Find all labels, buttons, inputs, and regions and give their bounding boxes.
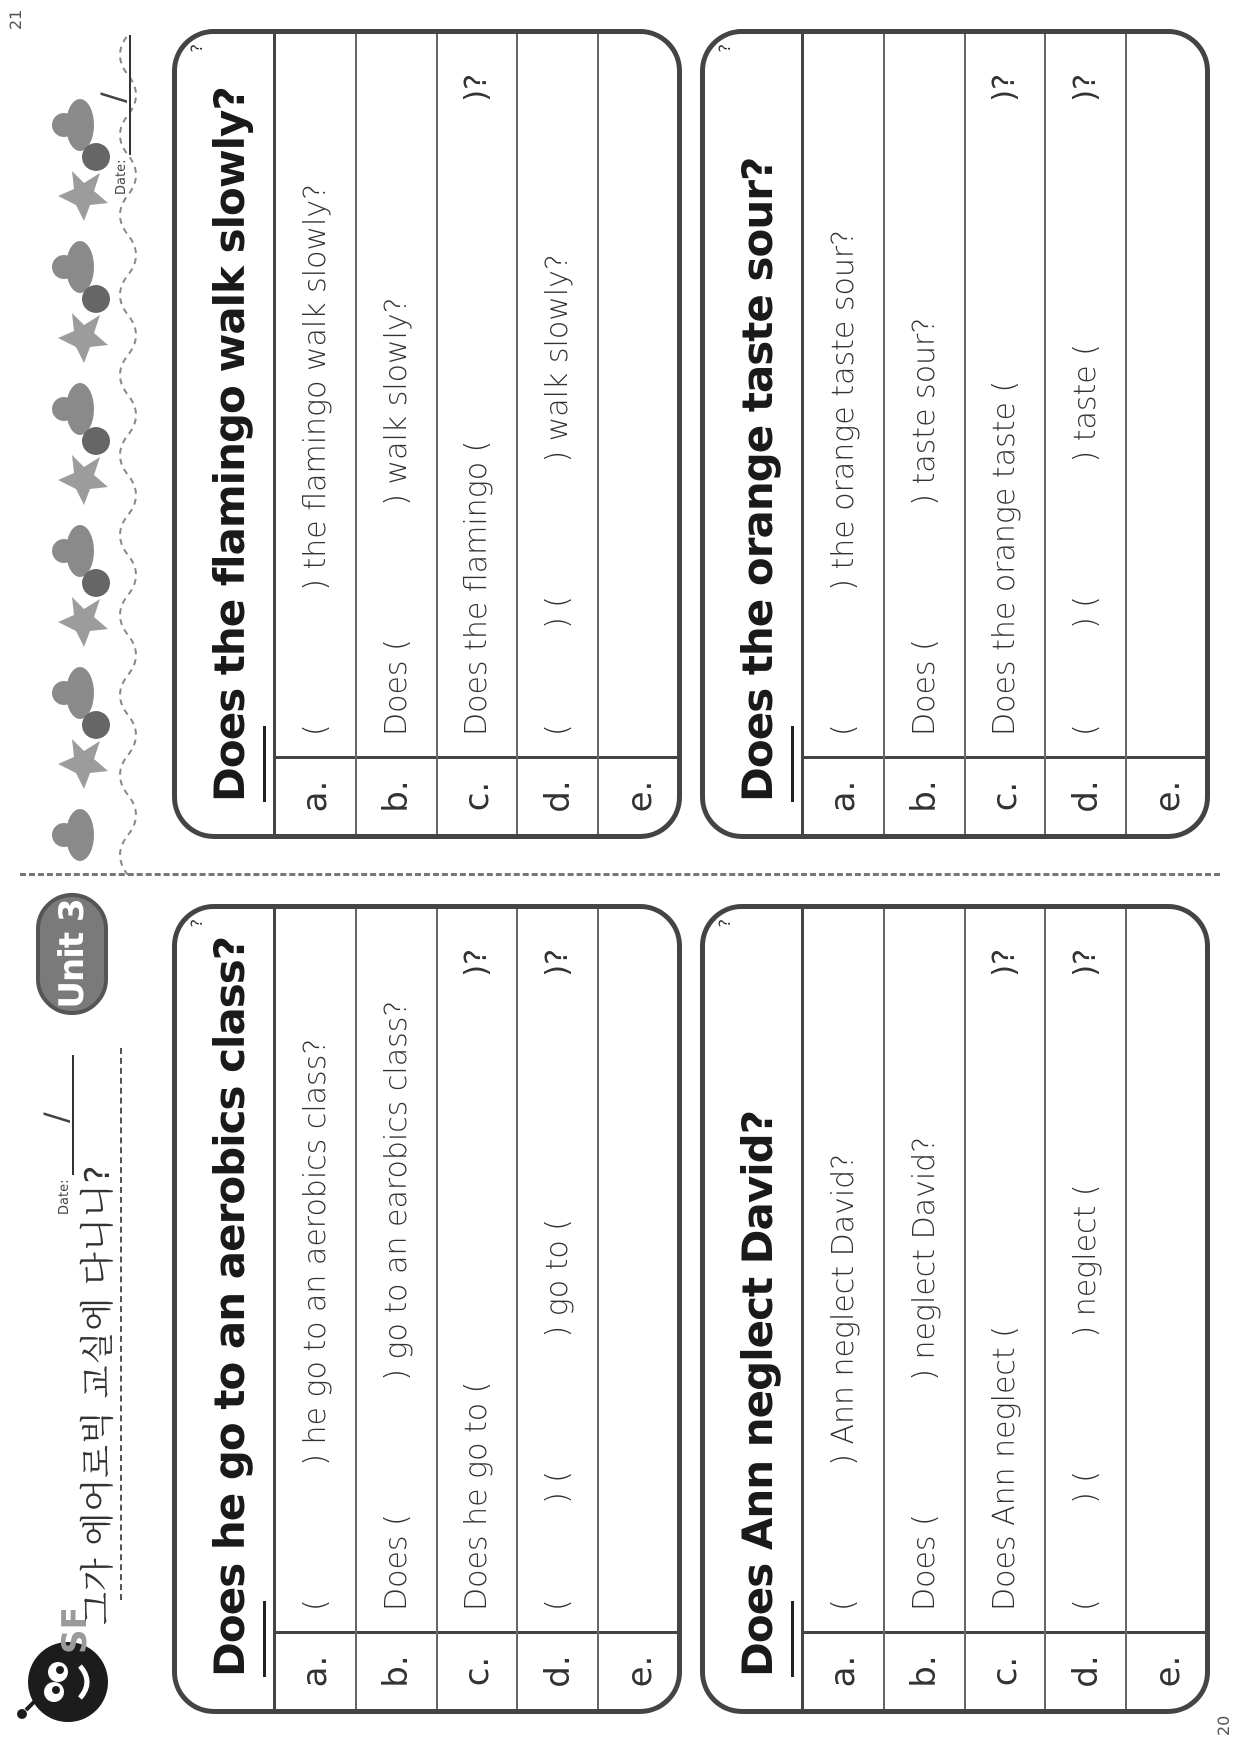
exercise-card <box>700 29 1210 839</box>
date-slash: / <box>37 1112 75 1123</box>
answer-row[interactable] <box>438 909 519 1709</box>
card-title: Does the orange taste sour? <box>733 157 782 802</box>
korean-title: 그가 에어로빅 교실에 다니니? <box>78 1164 118 1625</box>
corner-mark: ? <box>715 44 734 53</box>
answer-row[interactable] <box>1046 909 1127 1709</box>
answer-row[interactable] <box>1127 34 1208 834</box>
row-prompt: Does Ann neglect ( <box>987 1326 1023 1611</box>
answer-rows <box>273 34 680 834</box>
svg-text:SF: SF <box>55 1610 95 1654</box>
row-letter: b. <box>357 756 436 834</box>
row-prompt: Does ( ) taste sour? <box>906 317 942 736</box>
row-letter: b. <box>357 1631 436 1709</box>
card-title: Does Ann neglect David? <box>733 1110 782 1677</box>
answer-row[interactable] <box>885 909 966 1709</box>
exercise-card <box>700 904 1210 1714</box>
row-prompt: Does the orange taste ( <box>987 380 1023 736</box>
answer-row[interactable] <box>804 34 885 834</box>
row-letter: c. <box>438 756 517 834</box>
corner-mark: ? <box>715 919 734 928</box>
answer-rows <box>801 909 1208 1709</box>
row-tail: )? <box>459 949 495 977</box>
answer-row[interactable] <box>804 909 885 1709</box>
date-slash: / <box>94 92 132 103</box>
korean-title-underline <box>120 1048 122 1600</box>
answer-row[interactable] <box>966 909 1047 1709</box>
row-prompt: ( ) the flamingo walk slowly? <box>297 184 333 736</box>
row-prompt: Does ( ) neglect David? <box>906 1136 942 1611</box>
row-prompt: Does the flamingo ( <box>459 440 495 736</box>
unit-badge: Unit 3 <box>36 893 108 1015</box>
answer-row[interactable] <box>357 909 438 1709</box>
row-letter: a. <box>804 1631 883 1709</box>
row-prompt: ( ) ( ) taste ( <box>1068 344 1104 736</box>
row-letter: b. <box>885 756 964 834</box>
row-letter: c. <box>966 1631 1045 1709</box>
row-prompt: ( ) ( ) walk slowly? <box>540 254 576 736</box>
row-prompt <box>599 933 680 1611</box>
row-prompt <box>1127 58 1208 736</box>
row-prompt <box>599 58 680 736</box>
page-number: 21 <box>6 9 25 30</box>
answer-row[interactable] <box>518 34 599 834</box>
answer-row[interactable] <box>599 34 680 834</box>
date-block <box>38 1045 78 1215</box>
row-letter: e. <box>1127 756 1208 834</box>
answer-row[interactable] <box>599 909 680 1709</box>
row-prompt: ( ) he go to an aerobics class? <box>297 1038 333 1611</box>
row-prompt <box>1127 933 1208 1611</box>
row-tail: )? <box>1068 949 1104 977</box>
row-letter: d. <box>518 756 597 834</box>
row-prompt: ( ) ( ) go to ( <box>540 1218 576 1611</box>
row-prompt: ( ) the orange taste sour? <box>825 229 861 736</box>
card-title: Does the flamingo walk slowly? <box>205 87 254 802</box>
card-title: Does he go to an aerobics class? <box>205 936 254 1677</box>
row-letter: d. <box>1046 1631 1125 1709</box>
answer-row[interactable] <box>885 34 966 834</box>
row-prompt: Does he go to ( <box>459 1381 495 1611</box>
row-prompt: Does ( ) go to an earobics class? <box>378 1000 414 1611</box>
exercise-card <box>172 29 682 839</box>
answer-rows <box>273 909 680 1709</box>
exercise-card <box>172 904 682 1714</box>
answer-row[interactable] <box>357 34 438 834</box>
row-tail: )? <box>987 949 1023 977</box>
row-letter: a. <box>804 756 883 834</box>
row-letter: d. <box>1046 756 1125 834</box>
title-underline <box>263 1601 266 1677</box>
corner-mark: ? <box>187 44 206 53</box>
smiley-creature-icon <box>82 143 110 739</box>
row-tail: )? <box>540 949 576 977</box>
title-underline <box>263 726 266 802</box>
row-letter: a. <box>276 1631 355 1709</box>
title-underline <box>791 1601 794 1677</box>
date-label: Date: <box>114 159 129 195</box>
page-number: 20 <box>1214 1715 1233 1736</box>
unit-logo-icon <box>8 1610 128 1728</box>
corner-mark: ? <box>187 919 206 928</box>
row-tail: )? <box>987 74 1023 102</box>
row-letter: e. <box>599 756 680 834</box>
row-tail: )? <box>1068 74 1104 102</box>
date-label: Date: <box>57 1179 72 1215</box>
row-prompt: ( ) ( ) neglect ( <box>1068 1184 1104 1611</box>
left-page <box>0 875 1240 1750</box>
row-letter: c. <box>966 756 1045 834</box>
answer-row[interactable] <box>1127 909 1208 1709</box>
date-block <box>95 25 135 195</box>
row-letter: d. <box>518 1631 597 1709</box>
answer-rows <box>801 34 1208 834</box>
answer-row[interactable] <box>438 34 519 834</box>
row-tail: )? <box>459 74 495 102</box>
answer-row[interactable] <box>276 909 357 1709</box>
row-letter: e. <box>1127 1631 1208 1709</box>
row-letter: e. <box>599 1631 680 1709</box>
answer-row[interactable] <box>276 34 357 834</box>
row-letter: a. <box>276 756 355 834</box>
answer-row[interactable] <box>518 909 599 1709</box>
row-prompt: ( ) Ann neglect David? <box>825 1153 861 1611</box>
answer-row[interactable] <box>1046 34 1127 834</box>
row-prompt: Does ( ) walk slowly? <box>378 297 414 736</box>
row-letter: c. <box>438 1631 517 1709</box>
row-letter: b. <box>885 1631 964 1709</box>
answer-row[interactable] <box>966 34 1047 834</box>
title-underline <box>791 726 794 802</box>
